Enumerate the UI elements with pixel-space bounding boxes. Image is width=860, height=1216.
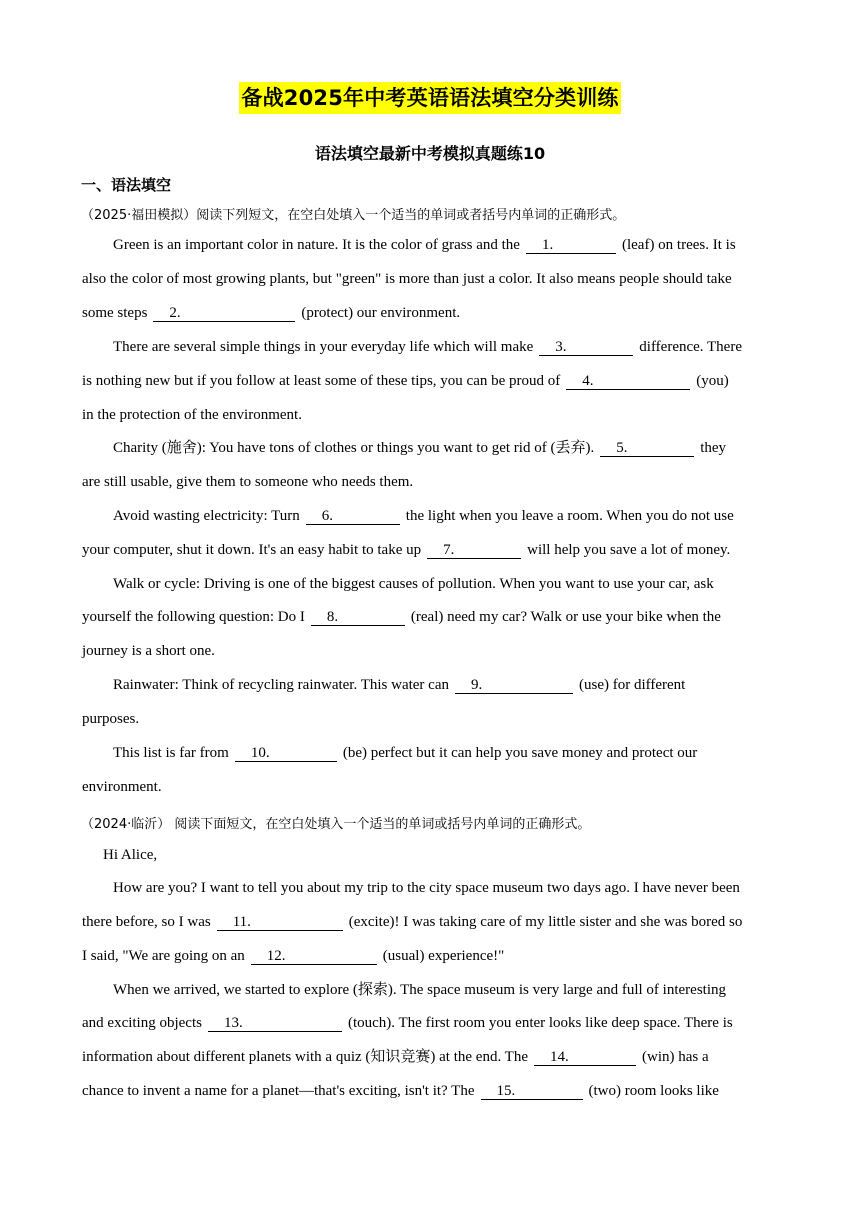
line-text: difference. There [639,339,742,355]
line-text: Walk or cycle: Driving is one of the biggest causes of pollution. When you want to use your car, ask [113,576,714,592]
passage2-line [113,980,726,1000]
blank-8[interactable]: 8. [311,609,405,626]
line-text: Charity (施舍): You have tons of clothes or things you want to get rid of (丢弃). [113,440,595,456]
line-text: is nothing new but if you follow at least some of these tips, you can be proud of [82,373,561,389]
line-text: they [700,440,727,456]
passage1-line [82,405,302,425]
blank-1[interactable]: 1. [526,237,616,254]
line-text: This list is far from [113,745,229,761]
blank-14[interactable]: 14. [534,1049,636,1066]
line-text: information about different planets with a quiz (知识竞赛) at the end. The [82,1049,528,1065]
line-text: will help you save a lot of money. [527,542,731,558]
passage1-line [82,303,460,323]
line-text: Rainwater: Think of recycling rainwater. This water can [113,677,449,693]
line-text: are still usable, give them to someone who needs them. [82,474,414,490]
passage1-line [113,337,742,357]
line-text: journey is a short one. [82,643,215,659]
passage2-line [82,1081,719,1101]
passage2-line [82,946,504,966]
line-text: also the color of most growing plants, but "green" is more than just a color. It also means people should take [82,271,732,287]
title-wrap [0,82,860,114]
passage1-line [82,607,721,627]
passage1-line [82,540,730,560]
passage1-source: （2025·福田模拟）阅读下列短文，在空白处填入一个适当的单词或者括号内单词的正确形式。 [81,208,626,223]
line-text: (real) need my car? Walk or use your bike when the [410,609,721,625]
blank-9[interactable]: 9. [455,677,573,694]
passage1-line [82,371,729,391]
line-text: purposes. [82,711,140,727]
passage2-line [82,912,742,932]
passage1-line [113,438,726,458]
line-text: (leaf) on trees. It is [621,237,736,253]
line-text: (you) [696,373,729,389]
line-text: (usual) experience!" [382,948,505,964]
line-text: (excite)! I was taking care of my little sister and she was bored so [348,914,743,930]
line-text: When we arrived, we started to explore (探索). The space museum is very large and full of interesting [113,982,726,998]
section-heading: 一、语法填空 [81,176,172,194]
passage2-line [113,878,740,898]
blank-12[interactable]: 12. [251,948,377,965]
line-text: chance to invent a name for a planet—that's exciting, isn't it? The [82,1083,475,1099]
blank-10[interactable]: 10. [235,745,337,762]
line-text: (use) for different [579,677,686,693]
blank-3[interactable]: 3. [539,339,633,356]
line-text: the light when you leave a room. When you do not use [405,508,734,524]
blank-11[interactable]: 11. [217,914,343,931]
line-text: environment. [82,779,162,795]
passage1-line [113,506,734,526]
line-text: some steps [82,305,148,321]
blank-13[interactable]: 13. [208,1015,342,1032]
page-subtitle: 语法填空最新中考模拟真题练10 [314,144,546,163]
passage1-line [113,675,685,695]
line-text: in the protection of the environment. [82,407,302,423]
line-text: (win) has a [642,1049,709,1065]
line-text: (touch). The first room you enter looks like deep space. There is [347,1015,733,1031]
passage2-line [82,1013,733,1033]
passage1-line [113,743,697,763]
blank-6[interactable]: 6. [306,508,400,525]
line-text: How are you? I want to tell you about my trip to the city space museum two days ago. I have never been [113,880,740,896]
line-text: your computer, shut it down. It's an easy habit to take up [82,542,422,558]
line-text: Green is an important color in nature. It is the color of grass and the [113,237,520,253]
blank-2[interactable]: 2. [153,305,295,322]
page-title: 备战2025年中考英语语法填空分类训练 [239,82,620,114]
passage1-line [113,235,736,255]
line-text: (protect) our environment. [301,305,461,321]
blank-5[interactable]: 5. [600,440,694,457]
line-text: Avoid wasting electricity: Turn [113,508,300,524]
line-text: I said, "We are going on an [82,948,245,964]
passage1-line [82,269,732,289]
line-text: yourself the following question: Do I [82,609,305,625]
passage2-source: （2024·临沂） 阅读下面短文，在空白处填入一个适当的单词或括号内单词的正确形式。 [81,817,591,832]
blank-7[interactable]: 7. [427,542,521,559]
line-text: there before, so I was [82,914,211,930]
passage1-line [82,472,413,492]
line-text: and exciting objects [82,1015,202,1031]
blank-4[interactable]: 4. [566,373,690,390]
passage2-line [82,1047,709,1067]
line-text: (two) room looks like [588,1083,719,1099]
line-text: There are several simple things in your everyday life which will make [113,339,534,355]
passage1-line [82,777,162,797]
passage1-line [113,574,714,594]
passage1-line [82,709,139,729]
blank-15[interactable]: 15. [481,1083,583,1100]
passage2-greeting: Hi Alice, [103,847,158,863]
passage1-line [82,641,215,661]
line-text: (be) perfect but it can help you save money and protect our [342,745,698,761]
